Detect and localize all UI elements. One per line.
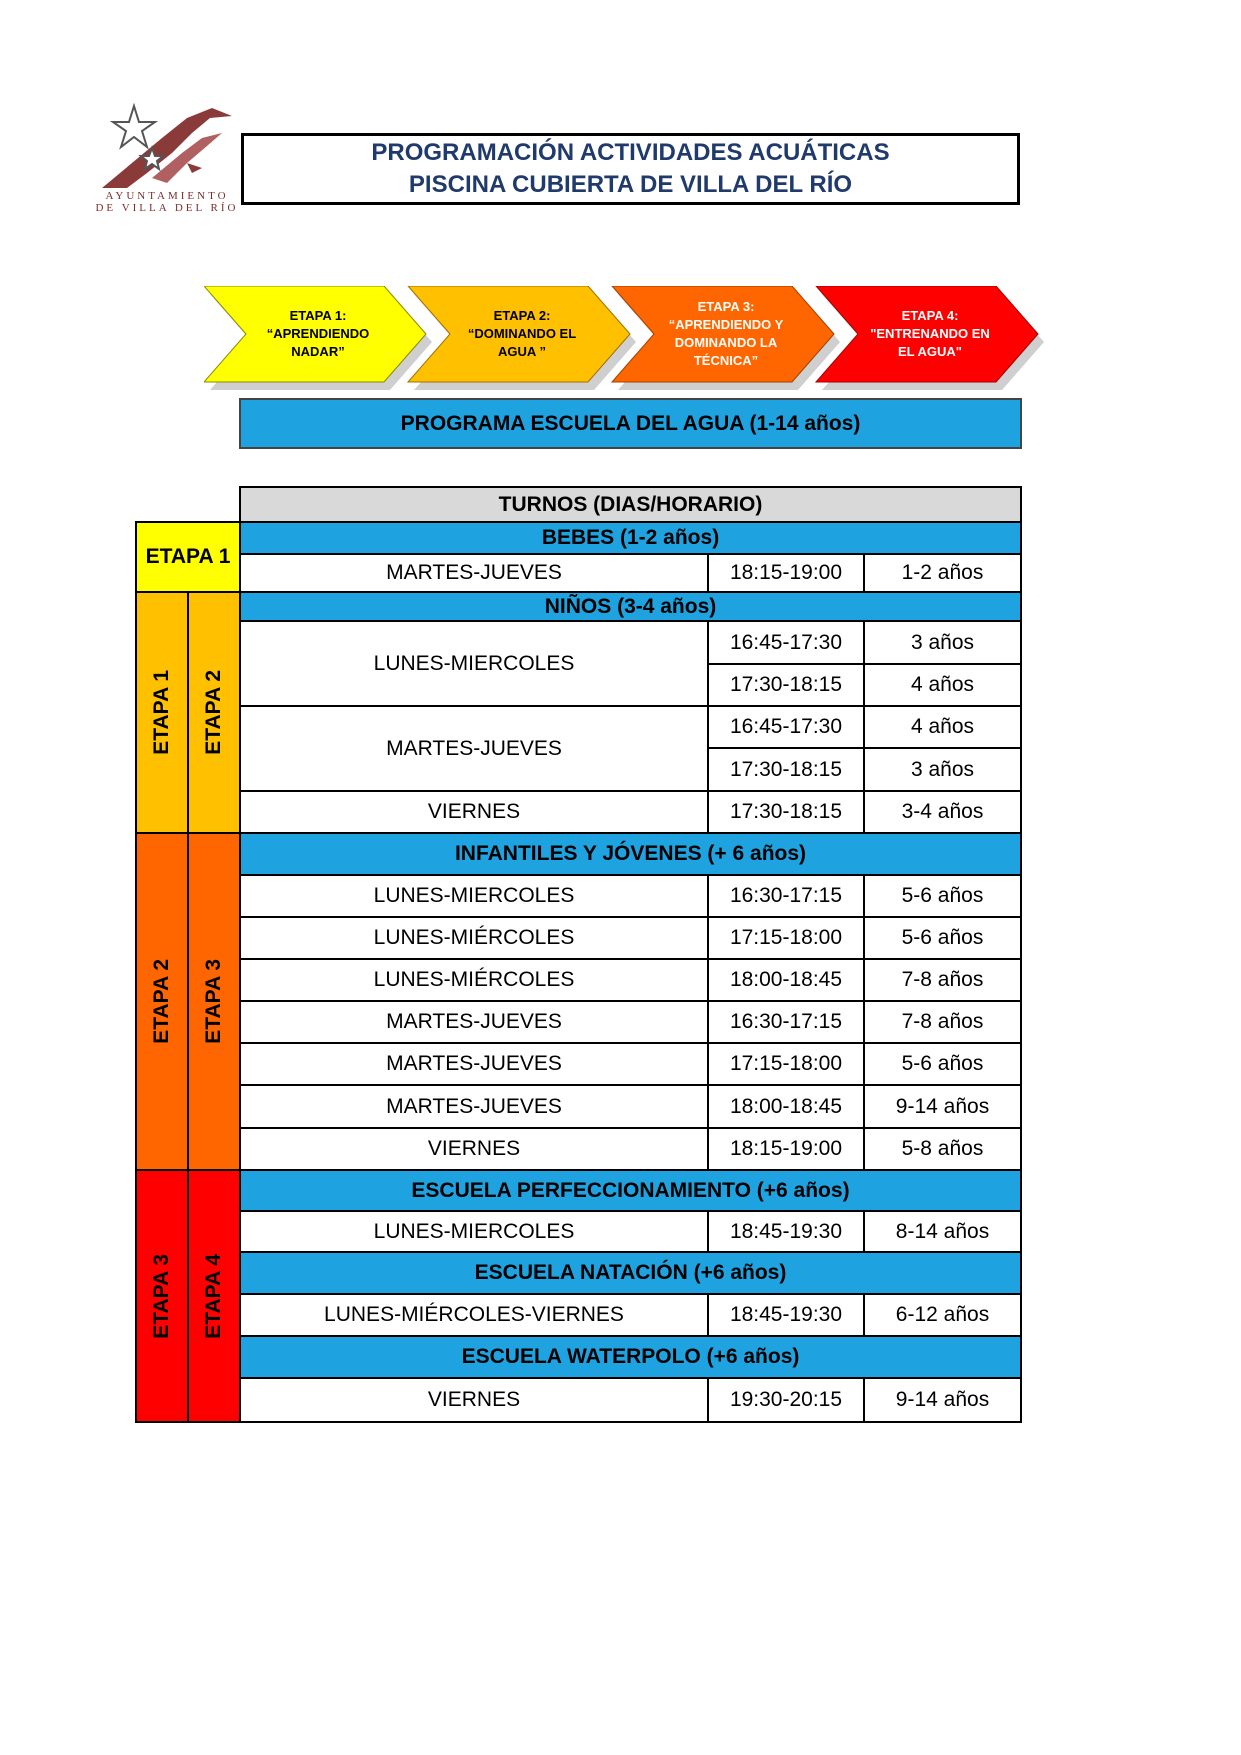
perf-days: LUNES-MIERCOLES (239, 1210, 709, 1253)
title-line-2: PISCINA CUBIERTA DE VILLA DEL RÍO (408, 171, 853, 198)
table-row: MARTES-JUEVES (239, 1000, 709, 1044)
etapa-b1-cell: ETAPA 1 (135, 591, 189, 834)
table-row: MARTES-JUEVES (239, 1042, 709, 1086)
table-row: 5-6 años (863, 874, 1022, 918)
logo-emblem-icon (92, 98, 242, 193)
title-line-1: PROGRAMACIÓN ACTIVIDADES ACUÁTICAS (371, 139, 890, 166)
perf-age: 8-14 años (863, 1210, 1022, 1253)
table-row: 5-6 años (863, 916, 1022, 960)
section-waterpolo: ESCUELA WATERPOLO (+6 años) (239, 1335, 1022, 1379)
table-row: MARTES-JUEVES (239, 1084, 709, 1129)
section-bebes: BEBES (1-2 años) (239, 521, 1022, 555)
ninos-g1-r2-time: 17:30-18:15 (707, 663, 865, 707)
table-row: 9-14 años (863, 1084, 1022, 1129)
water-days: VIERNES (239, 1377, 709, 1423)
ninos-g1-r1-age: 3 años (863, 620, 1022, 665)
ninos-g1-r2-age: 4 años (863, 663, 1022, 707)
ninos-g1-r1-time: 16:45-17:30 (707, 620, 865, 665)
water-time: 19:30-20:15 (707, 1377, 865, 1423)
table-row: 18:00-18:45 (707, 958, 865, 1002)
section-natacion: ESCUELA NATACIÓN (+6 años) (239, 1251, 1022, 1295)
section-ninos: NIÑOS (3-4 años) (239, 591, 1022, 622)
table-row: 16:30-17:15 (707, 874, 865, 918)
table-row: 17:15-18:00 (707, 1042, 865, 1086)
table-row: 5-8 años (863, 1127, 1022, 1171)
table-row: LUNES-MIÉRCOLES (239, 958, 709, 1002)
ninos-g2-days: MARTES-JUEVES (239, 705, 709, 792)
perf-time: 18:45-19:30 (707, 1210, 865, 1253)
ninos-r3-days: VIERNES (239, 790, 709, 834)
section-perfeccionamiento: ESCUELA PERFECCIONAMIENTO (+6 años) (239, 1169, 1022, 1212)
table-row: 18:15-19:00 (707, 1127, 865, 1171)
table-row: 18:00-18:45 (707, 1084, 865, 1129)
etapa-b2-cell: ETAPA 2 (187, 591, 241, 834)
ninos-r3-time: 17:30-18:15 (707, 790, 865, 834)
ninos-g2-r1-age: 4 años (863, 705, 1022, 749)
water-age: 9-14 años (863, 1377, 1022, 1423)
table-row: 7-8 años (863, 1000, 1022, 1044)
ninos-g2-r1-time: 16:45-17:30 (707, 705, 865, 749)
stage-4-label: ETAPA 4: "ENTRENANDO EN EL AGUA" (870, 308, 990, 359)
etapa-d2-cell: ETAPA 4 (187, 1169, 241, 1423)
nat-time: 18:45-19:30 (707, 1293, 865, 1337)
section-infantiles: INFANTILES Y JÓVENES (+ 6 años) (239, 832, 1022, 876)
table-row: LUNES-MIÉRCOLES (239, 916, 709, 960)
program-title-bar: PROGRAMA ESCUELA DEL AGUA (1-14 años) (239, 398, 1022, 449)
table-row: VIERNES (239, 1127, 709, 1171)
table-row: 7-8 años (863, 958, 1022, 1002)
ayuntamiento-logo (92, 98, 242, 218)
table-row: 17:15-18:00 (707, 916, 865, 960)
logo-line-2: DE VILLA DEL RÍO (95, 202, 239, 214)
logo-line-1: AYUNTAMIENTO (105, 190, 229, 202)
ninos-g2-r2-age: 3 años (863, 747, 1022, 792)
etapa-c1-cell: ETAPA 2 (135, 832, 189, 1171)
etapa-a-cell: ETAPA 1 (135, 521, 241, 593)
etapa-c2-cell: ETAPA 3 (187, 832, 241, 1171)
stage-3-label: ETAPA 3: “APRENDIENDO Y DOMINANDO LA TÉCNICA” (668, 299, 784, 368)
bebes-days: MARTES-JUEVES (239, 553, 709, 593)
nat-days: LUNES-MIÉRCOLES-VIERNES (239, 1293, 709, 1337)
title-box (241, 133, 1020, 205)
table-header: TURNOS (DIAS/HORARIO) (239, 486, 1022, 523)
table-row: 16:30-17:15 (707, 1000, 865, 1044)
bebes-age: 1-2 años (863, 553, 1022, 593)
etapa-d1-cell: ETAPA 3 (135, 1169, 189, 1423)
table-row: LUNES-MIERCOLES (239, 874, 709, 918)
ninos-g2-r2-time: 17:30-18:15 (707, 747, 865, 792)
bebes-time: 18:15-19:00 (707, 553, 865, 593)
ninos-r3-age: 3-4 años (863, 790, 1022, 834)
ninos-g1-days: LUNES-MIERCOLES (239, 620, 709, 707)
stage-chevrons (204, 286, 1054, 394)
nat-age: 6-12 años (863, 1293, 1022, 1337)
table-row: 5-6 años (863, 1042, 1022, 1086)
stage-1-label: ETAPA 1: “APRENDIENDO NADAR” (266, 308, 370, 359)
stage-2-label: ETAPA 2: “DOMINANDO EL AGUA ” (467, 308, 577, 359)
